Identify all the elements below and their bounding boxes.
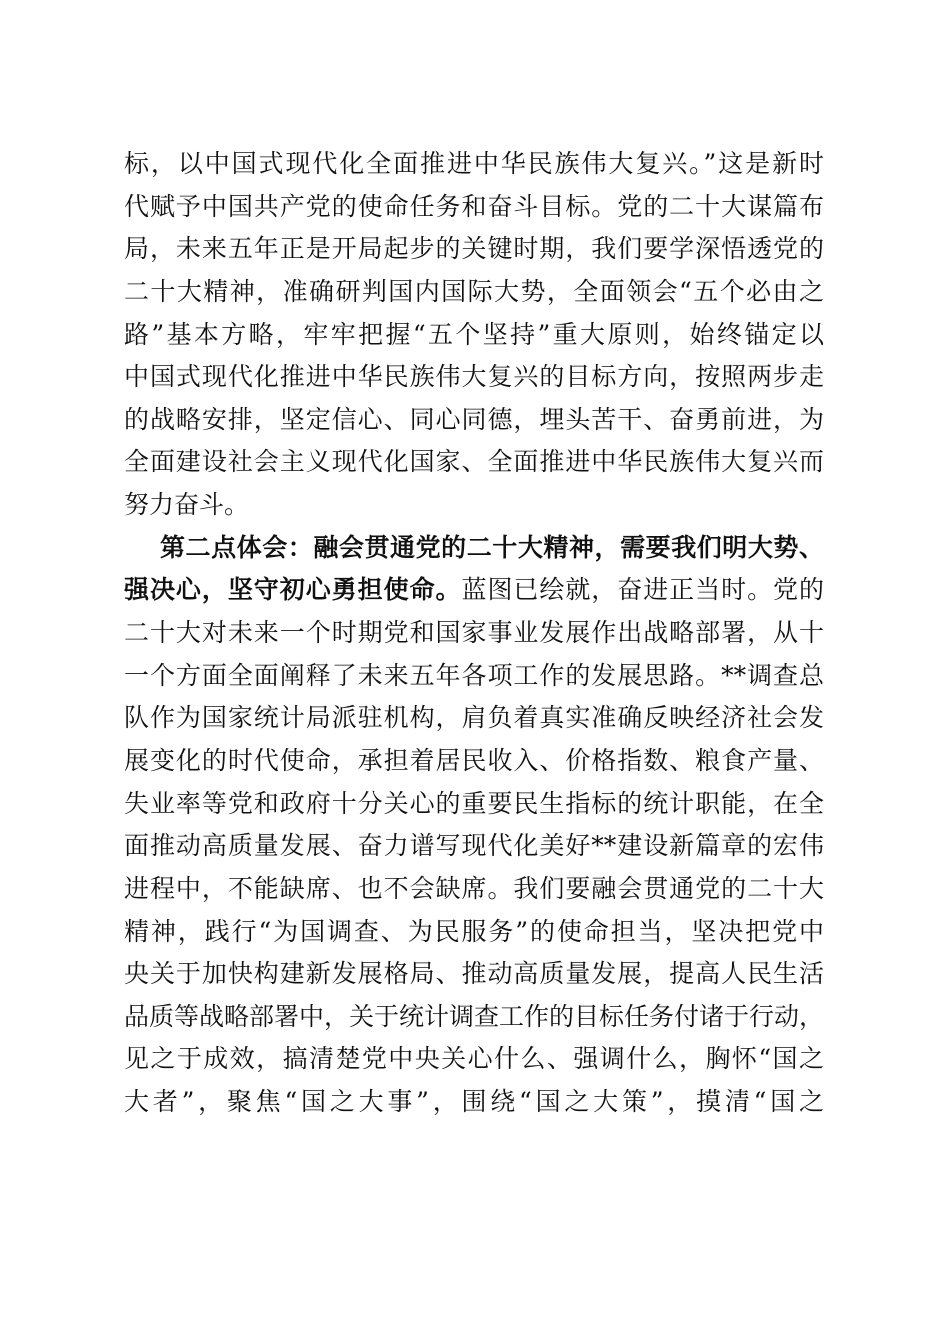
document-body xyxy=(124,143,824,1124)
text-line: 央关于加快构建新发展格局、推动高质量发展，提高人民生活 xyxy=(124,959,824,989)
text-line: 大者”，聚焦“国之大事”，围绕“国之大策”，摸清“国之 xyxy=(124,1087,824,1117)
text-line: 进程中，不能缺席、也不会缺席。我们要融会贯通党的二十大 xyxy=(124,873,824,903)
text-line: 全面建设社会主义现代化国家、全面推进中华民族伟大复兴而 xyxy=(124,447,824,477)
text-line xyxy=(124,569,824,612)
text-line: 队作为国家统计局派驻机构，肩负着真实准确反映经济社会发 xyxy=(124,703,824,733)
text-line: 标，以中国式现代化全面推进中华民族伟大复兴。”这是新时 xyxy=(124,149,824,178)
text-line: 一个方面全面阐释了未来五年各项工作的发展思路。**调查总 xyxy=(124,660,824,690)
text-line: 局，未来五年正是开局起步的关键时期，我们要学深悟透党的 xyxy=(124,234,824,264)
text-line: 面推动高质量发展、奋力谱写现代化美好**建设新篇章的宏伟 xyxy=(124,831,824,861)
text-line: 二十大精神，准确研判国内国际大势，全面领会“五个必由之 xyxy=(124,276,824,306)
text-line: 失业率等党和政府十分关心的重要民生指标的统计职能，在全 xyxy=(124,788,824,818)
text-line: 的战略安排，坚定信心、同心同德，埋头苦干、奋勇前进，为 xyxy=(124,404,824,434)
paragraph-heading-end: 强决心，坚守初心勇担使命。 xyxy=(124,575,462,605)
text-line: 品质等战略部署中，关于统计调查工作的目标任务付诸于行动， xyxy=(124,1001,825,1031)
text-line: 路”基本方略，牢牢把握“五个坚持”重大原则，始终锚定以 xyxy=(124,319,824,349)
text-line: 二十大对未来一个时期党和国家事业发展作出战略部署，从十 xyxy=(124,618,824,648)
text-line-rest: 蓝图已绘就，奋进正当时。党的 xyxy=(461,575,824,605)
text-line: 见之于成效，搞清楚党中央关心什么、强调什么，胸怀“国之 xyxy=(124,1044,824,1074)
text-line: 精神，践行“为国调查、为民服务”的使命担当，坚决把党中 xyxy=(124,916,824,946)
paragraph-heading: 第二点体会：融会贯通党的二十大精神，需要我们明大势、 xyxy=(160,532,824,562)
text-line: 中国式现代化推进中华民族伟大复兴的目标方向，按照两步走 xyxy=(124,362,824,392)
text-line: 展变化的时代使命，承担着居民收入、价格指数、粮食产量、 xyxy=(124,745,824,775)
text-line: 努力奋斗。 xyxy=(124,490,250,520)
text-line: 代赋予中国共产党的使命任务和奋斗目标。党的二十大谋篇布 xyxy=(124,191,824,221)
